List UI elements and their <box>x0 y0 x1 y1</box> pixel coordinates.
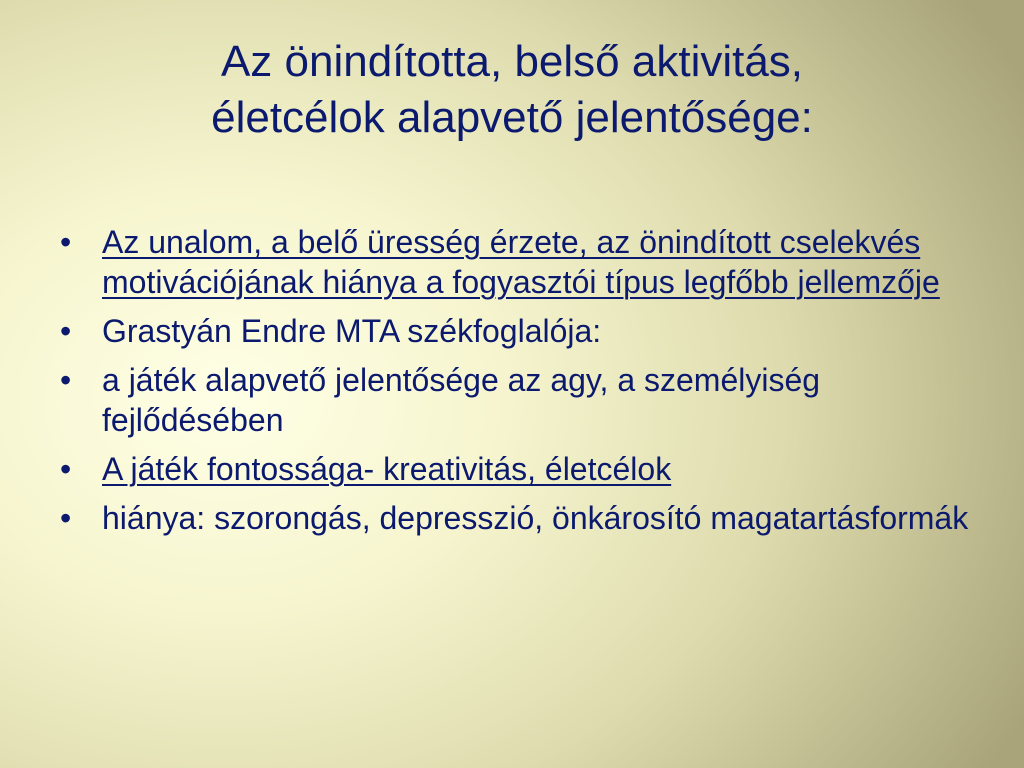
slide-title <box>40 34 984 146</box>
bullet-text: Grastyán Endre MTA székfoglalója: <box>102 313 602 349</box>
bullet-item-jatek-fontossaga <box>58 449 978 489</box>
bullet-text: a játék alapvető jelentősége az agy, a személyiség fejlődésében <box>102 362 821 438</box>
bullet-marker: • <box>60 224 72 260</box>
title-line-2: életcélok alapvető jelentősége: <box>211 93 813 142</box>
bullet-list <box>58 222 978 547</box>
bullet-item-jatek-jelentosege <box>58 360 978 440</box>
bullet-marker: • <box>60 500 72 536</box>
bullet-item-unalom <box>58 222 978 302</box>
bullet-text[interactable]: Az unalom, a belő üresség érzete, az önindított cselekvés motivációjának hiánya a fogyasztói típus legfőbb jellemzője <box>102 224 940 300</box>
title-line-1: Az önindította, belső aktivitás, <box>220 37 804 86</box>
bullet-text: hiánya: szorongás, depresszió, önkárosító magatartásformák <box>102 500 969 536</box>
bullet-item-grastyan <box>58 311 978 351</box>
bullet-text[interactable]: A játék fontossága- kreativitás, életcélok <box>102 451 672 487</box>
bullet-marker: • <box>60 362 72 398</box>
bullet-item-hianya <box>58 498 978 538</box>
bullet-marker: • <box>60 313 72 349</box>
bullet-marker: • <box>60 451 72 487</box>
